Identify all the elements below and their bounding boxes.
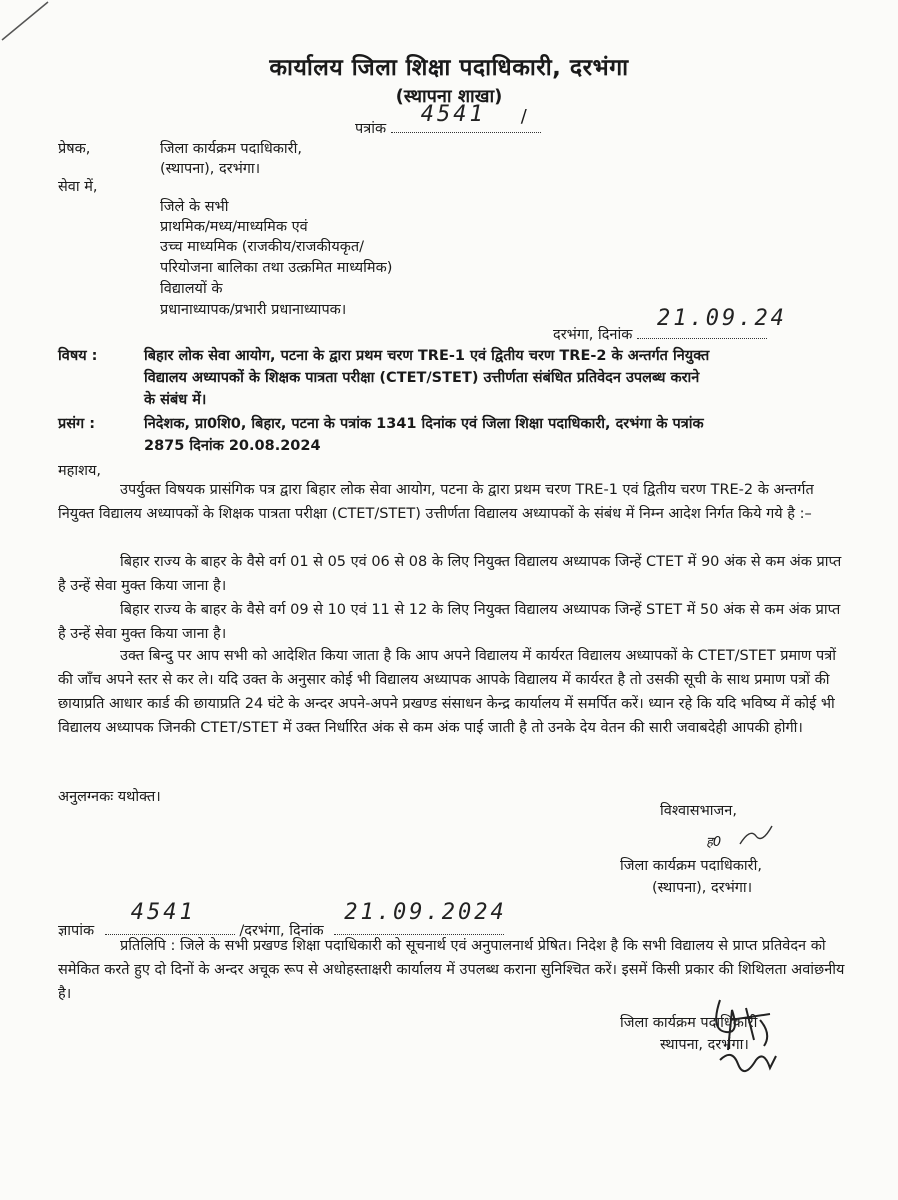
date-line xyxy=(553,306,787,344)
sender-line-1: जिला कार्यक्रम पदाधिकारी, xyxy=(160,141,302,157)
subject-label: विषय : xyxy=(58,348,98,364)
letter-number-field xyxy=(391,102,541,133)
body-paragraph: बिहार राज्य के बाहर के वैसे वर्ग 09 से 10 एवं 11 से 12 के लिए नियुक्त विद्यालय अध्यापक जिन्हें STET में 50 अंक से कम अंक प्राप्त है उन्हें सेवा मुक्त किया जाना है। xyxy=(58,602,841,642)
body-paragraph: उपर्युक्त विषयक प्रासंगिक पत्र द्वारा बिहार लोक सेवा आयोग, पटना के द्वारा प्रथम चरण TRE-1 एवं द्वितीय चरण TRE-2 के अन्तर्गत नियुक्त विद्यालय अध्यापकों के शिक्षक पात्रता परीक्षा (CTET/STET) उत्तीर्णता विद्यालय अध्यापकों के संबंध में निम्न आदेश निर्गत किये गये है :– xyxy=(58,482,814,522)
memo-label: ज्ञापांक xyxy=(58,923,95,939)
letter-number-line xyxy=(355,102,541,138)
reference-line: 2875 दिनांक 20.08.2024 xyxy=(144,438,321,454)
date-value: 21.09.24 xyxy=(656,306,787,331)
handwritten-signature xyxy=(680,990,810,1090)
memo-date-label: /दरभंगा, दिनांक xyxy=(239,923,324,939)
letter-number-label: पत्रांक xyxy=(355,121,387,137)
sender-line-2: (स्थापना), दरभंगा। xyxy=(160,161,261,177)
recipient-line: जिले के सभी xyxy=(160,199,229,215)
recipient-line: परियोजना बालिका तथा उत्क्रमित माध्यमिक) xyxy=(160,260,393,276)
memo-signatory-title: जिला कार्यक्रम पदाधिकारी xyxy=(620,1015,758,1031)
office-title: कार्यालय जिला शिक्षा पदाधिकारी, दरभंगा xyxy=(269,55,629,81)
body-paragraph: बिहार राज्य के बाहर के वैसे वर्ग 01 से 05 एवं 06 से 08 के लिए नियुक्त विद्यालय अध्यापक जिन्हें CTET में 90 अंक से कम अंक प्राप्त है उन्हें सेवा मुक्त किया जाना है। xyxy=(58,554,842,594)
memo-date-value: 21.09.2024 xyxy=(344,900,507,925)
office-branch: (स्थापना शाखा) xyxy=(395,86,503,107)
signatory-office: (स्थापना), दरभंगा। xyxy=(652,880,753,896)
reference-line: निदेशक, प्रा0शि0, बिहार, पटना के पत्रांक 1341 दिनांक एवं जिला शिक्षा पदाधिकारी, दरभंगा के पत्रांक xyxy=(144,416,704,432)
memo-number-field xyxy=(105,900,235,935)
signature-initial: ह0 xyxy=(706,835,722,850)
reference-label: प्रसंग : xyxy=(58,416,96,432)
recipient-label: सेवा में, xyxy=(58,179,98,195)
closing-faithfully: विश्वासभाजन, xyxy=(660,803,737,819)
memo-signatory-office: स्थापना, दरभंगा। xyxy=(660,1037,749,1053)
memo-date-field xyxy=(334,900,507,935)
signature-stroke xyxy=(736,822,776,852)
signatory-title: जिला कार्यक्रम पदाधिकारी, xyxy=(620,858,762,874)
letter-number-slash: / xyxy=(520,106,527,127)
date-field xyxy=(637,306,787,339)
recipient-line: प्राथमिक/मध्य/माध्यमिक एवं xyxy=(160,219,308,235)
recipient-line: प्रधानाध्यापक/प्रभारी प्रधानाध्यापक। xyxy=(160,302,347,318)
recipient-line: उच्च माध्यमिक (राजकीय/राजकीयकृत/ xyxy=(160,239,365,255)
subject-line: बिहार लोक सेवा आयोग, पटना के द्वारा प्रथम चरण TRE-1 एवं द्वितीय चरण TRE-2 के अन्तर्गत नियुक्त xyxy=(144,348,710,364)
copy-to-paragraph: प्रतिलिपि : जिले के सभी प्रखण्ड शिक्षा पदाधिकारी को सूचनार्थ एवं अनुपालनार्थ प्रेषित। निदेश है कि सभी विद्यालय से प्राप्त प्रतिवेदन को समेकित करते हुए दो दिनों के अन्दर अचूक रूप से अधोहस्ताक्षरी कार्यालय में उपलब्ध कराना सुनिश्चित करें। इसमें किसी प्रकार की शिथिलता अवांछनीय है। xyxy=(58,938,845,1002)
memo-number-value: 4541 xyxy=(130,900,196,925)
salutation: महाशय, xyxy=(58,463,102,479)
body-paragraph: उक्त बिन्दु पर आप सभी को आदेशित किया जाता है कि आप अपने विद्यालय में कार्यरत विद्यालय अध्यापकों के CTET/STET प्रमाण पत्रों की जाँच अपने स्तर से कर ले। यदि उक्त के अनुसार कोई भी विद्यालय अध्यापक आपके विद्यालय में कार्यरत है तो उसकी सूची के साथ प्रमाण पत्रों की छायाप्रति आधार कार्ड की छायाप्रति 24 घंटे के अन्दर अपने-अपने प्रखण्ड संसाधन केन्द्र कार्यालय में समर्पित करें। ध्यान रहे कि यदि भविष्य में कोई भी विद्यालय अध्यापक जिनकी CTET/STET में उक्त निर्धारित अंक से कम अंक पाई जाती है तो उनके देय वेतन की सारी जवाबदेही आपकी होगी। xyxy=(58,648,836,736)
subject-line: के संबंध में। xyxy=(144,392,207,408)
sender-label: प्रेषक, xyxy=(58,141,91,157)
letter-number-value: 4541 xyxy=(420,102,486,127)
corner-scratch-mark xyxy=(0,0,60,50)
enclosure-note: अनुलग्नकः यथोक्त। xyxy=(58,789,161,805)
subject-line: विद्यालय अध्यापकों के शिक्षक पात्रता परीक्षा (CTET/STET) उत्तीर्णता संबंधित प्रतिवेदन उपलब्ध कराने xyxy=(144,370,700,386)
date-label: दरभंगा, दिनांक xyxy=(553,327,633,343)
recipient-line: विद्यालयों के xyxy=(160,281,223,297)
